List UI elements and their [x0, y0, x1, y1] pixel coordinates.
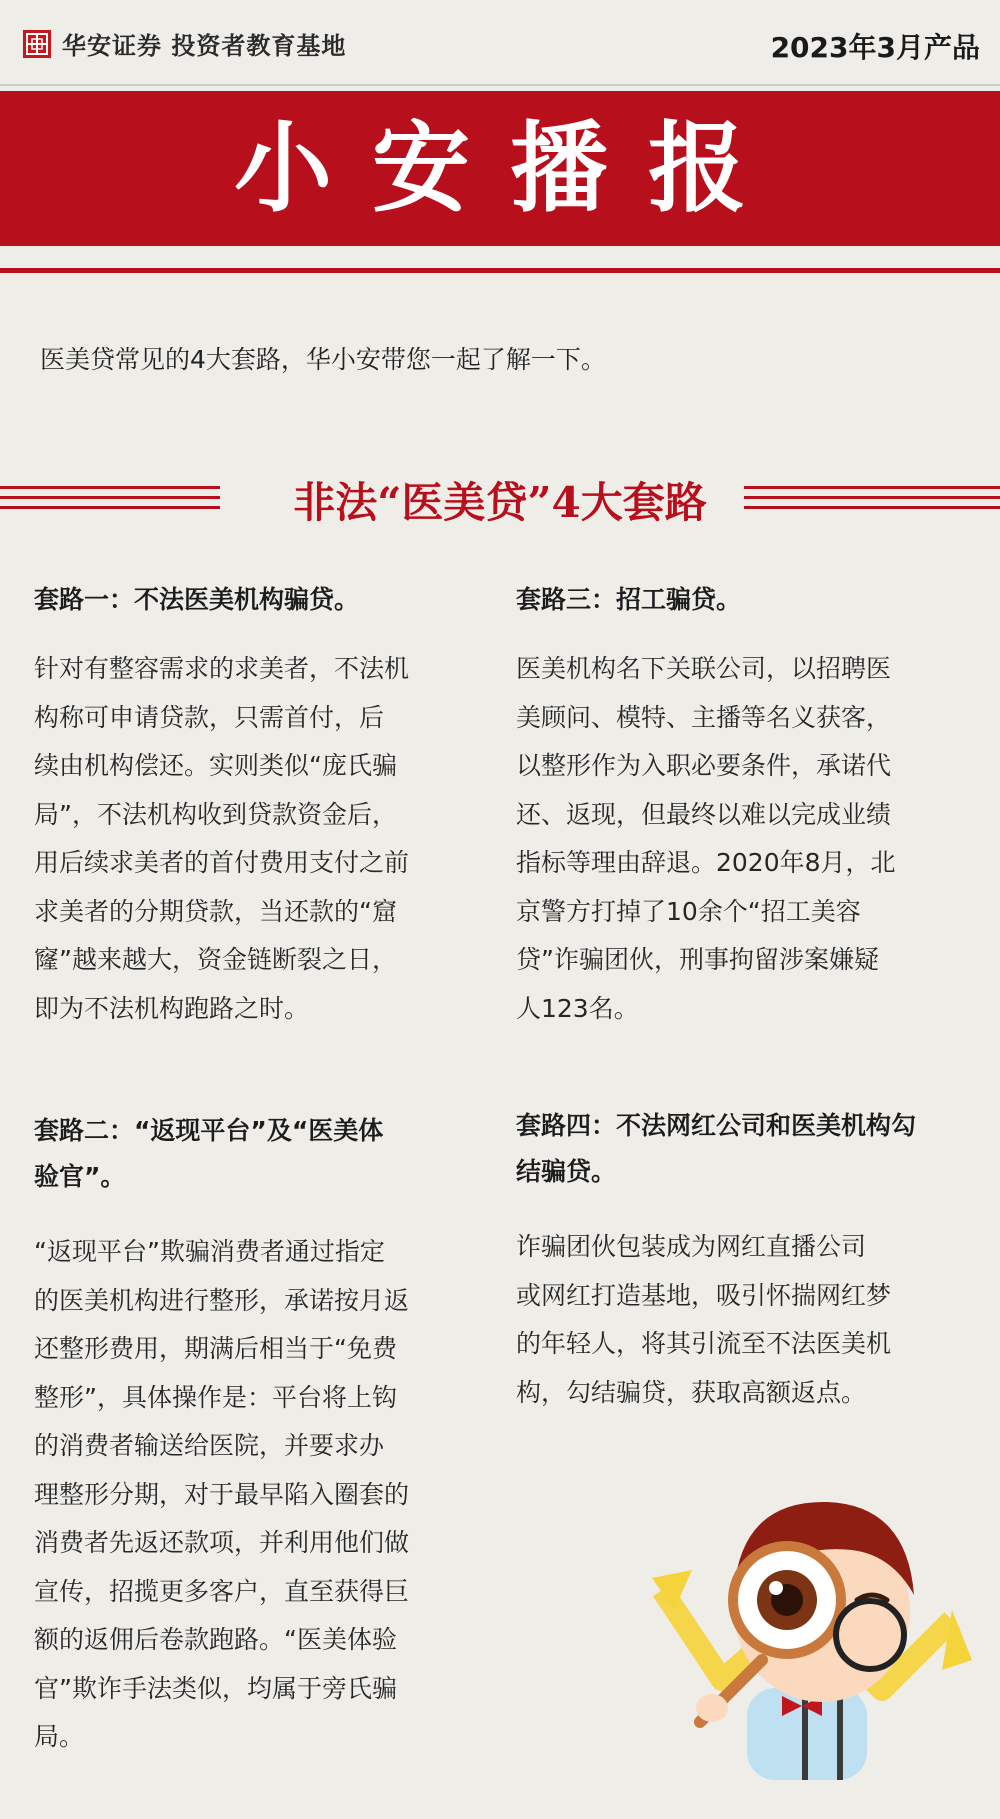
trick-body-line: 额的返佣后卷款跑路。“医美体验	[34, 1625, 397, 1654]
trick-heading: 验官”。	[34, 1162, 126, 1191]
trick-body-line: 人123名。	[516, 993, 639, 1023]
brand-name: 华安证券 投资者教育基地	[62, 31, 347, 60]
trick-body-line: “返现平台”欺骗消费者通过指定	[34, 1237, 385, 1266]
trick-body-line: 针对有整容需求的求美者，不法机	[34, 654, 410, 683]
trick-body-line: 还、返现，但最终以难以完成业绩	[516, 799, 892, 829]
trick-heading: 套路四：不法网红公司和医美机构勾	[516, 1111, 917, 1140]
section-heading	[0, 462, 1000, 532]
trick-3	[516, 577, 966, 1033]
trick-heading: 结骗贷。	[516, 1157, 617, 1186]
trick-body-line: 京警方打掉了10余个“招工美容	[516, 896, 861, 926]
trick-body-line: 指标等理由辞退。2020年8月，北	[516, 848, 896, 877]
trick-body-line: 医美机构名下关联公司，以招聘医	[516, 654, 892, 683]
trick-body-line: 以整形作为入职必要条件，承诺代	[516, 751, 892, 780]
trick-body-line: 续由机构偿还。实则类似“庞氏骗	[34, 751, 397, 780]
section-title: 非法“医美贷”4大套路	[293, 478, 707, 527]
masthead-rule	[0, 268, 1000, 273]
masthead-banner	[0, 91, 1000, 246]
top-bar	[0, 0, 1000, 84]
trick-body-line: 的消费者输送给医院，并要求办	[34, 1431, 385, 1460]
trick-body-line: 构称可申请贷款，只需首付，后	[34, 702, 385, 732]
trick-body-line: 消费者先返还款项，并利用他们做	[34, 1528, 410, 1557]
brand-logo	[22, 26, 346, 61]
trick-heading: 套路三：招工骗贷。	[516, 585, 742, 614]
trick-heading: 套路一：不法医美机构骗贷。	[34, 585, 360, 614]
trick-body-line: 的年轻人，将其引流至不法医美机	[516, 1329, 892, 1358]
intro-text: 医美贷常见的4大套路，华小安带您一起了解一下。	[40, 345, 606, 374]
masthead-title: 小安播报	[233, 111, 786, 226]
trick-body-line: 窿”越来越大，资金链断裂之日，	[34, 945, 397, 974]
trick-body-line: 求美者的分期贷款，当还款的“窟	[34, 896, 397, 926]
edition-date: 2023年3月产品	[770, 31, 980, 64]
trick-body-line: 贷”诈骗团伙，刑事拘留涉案嫌疑	[516, 945, 879, 974]
trick-body-line: 美顾问、模特、主播等名义获客，	[516, 702, 892, 732]
trick-body-line: 理整形分期，对于最早陷入圈套的	[34, 1479, 410, 1509]
trick-body-line: 整形”，具体操作是：平台将上钩	[34, 1382, 397, 1412]
trick-heading: 套路二：“返现平台”及“医美体	[34, 1116, 384, 1145]
header-divider	[0, 84, 1000, 86]
trick-body-line: 或网红打造基地，吸引怀揣网红梦	[516, 1280, 892, 1310]
trick-4	[516, 1103, 966, 1417]
trick-2	[34, 1108, 480, 1762]
right-stripes	[744, 486, 1000, 510]
trick-1	[34, 577, 480, 1033]
trick-body-line: 的医美机构进行整形，承诺按月返	[34, 1285, 410, 1315]
trick-body-line: 局”，不法机构收到贷款资金后，	[34, 799, 397, 829]
trick-body-line: 构，勾结骗贷，获取高额返点。	[516, 1377, 867, 1407]
trick-body-line: 诈骗团伙包装成为网红直播公司	[516, 1232, 867, 1261]
trick-body-line: 还整形费用，期满后相当于“免费	[34, 1334, 397, 1363]
trick-body-line: 局。	[34, 1722, 85, 1751]
cartoon-boy-magnifier-icon	[652, 1460, 982, 1780]
trick-body-line: 宣传，招揽更多客户，直至获得巨	[34, 1576, 410, 1606]
trick-body-line: 即为不法机构跑路之时。	[34, 993, 310, 1023]
seal-logo-icon	[22, 29, 52, 59]
trick-body-line: 用后续求美者的首付费用支付之前	[34, 848, 410, 877]
trick-body-line: 官”欺诈手法类似，均属于旁氏骗	[34, 1673, 397, 1703]
